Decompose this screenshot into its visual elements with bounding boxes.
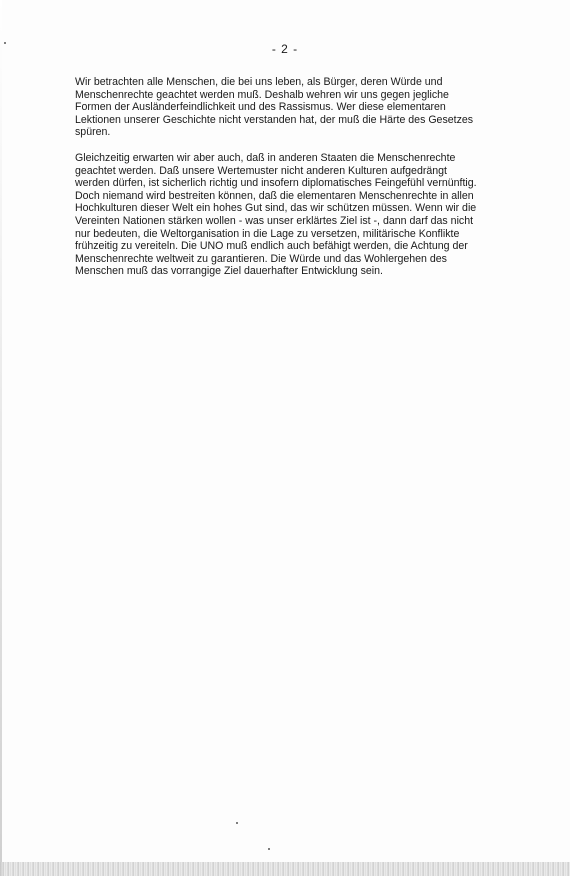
page-number: - 2 - xyxy=(271,42,299,56)
scan-speck xyxy=(236,822,238,824)
scan-edge-bottom xyxy=(0,862,570,876)
body-text xyxy=(75,76,515,291)
paragraph-1: Wir betrachten alle Menschen, die bei uns leben, als Bürger, deren Würde und Menschenrechte geachtet werden muß. Deshalb wehren wir uns gegen jegliche Formen der Ausländerfeindlichkeit und des Rassismus. Wer diese elementaren Lektionen unserer Geschichte nicht verstanden hat, der muß die Härte des Gesetzes spüren. xyxy=(75,76,474,139)
scan-speck xyxy=(268,848,270,850)
scan-speck xyxy=(4,42,6,44)
scan-edge-left xyxy=(0,0,2,876)
paragraph-2: Gleichzeitig erwarten wir aber auch, daß in anderen Staaten die Menschenrechte geachtet werden. Daß unsere Wertemuster nicht anderen Kulturen aufgedrängt werden dürfen, ist sicherlich richtig und insofern diplomatisches Feingefühl vernünftig. Doch niemand wird bestreiten können, daß die elementaren Menschenrechte in allen Hochkulturen dieser Welt ein hohes Gut sind, das wir schützen müssen. Wenn wir die Vereinten Nationen stärken wollen - was unser erklärtes Ziel ist -, dann darf das nicht nur bedeuten, die Weltorganisation in die Lage zu versetzen, militärische Konflikte frühzeitig zu vereiteln. Die UNO muß endlich auch befähigt werden, die Achtung der Menschenrechte weltweit zu garantieren. Die Würde und das Wohlergehen des Menschen muß das vorrangige Ziel dauerhafter Entwicklung sein. xyxy=(75,151,477,278)
